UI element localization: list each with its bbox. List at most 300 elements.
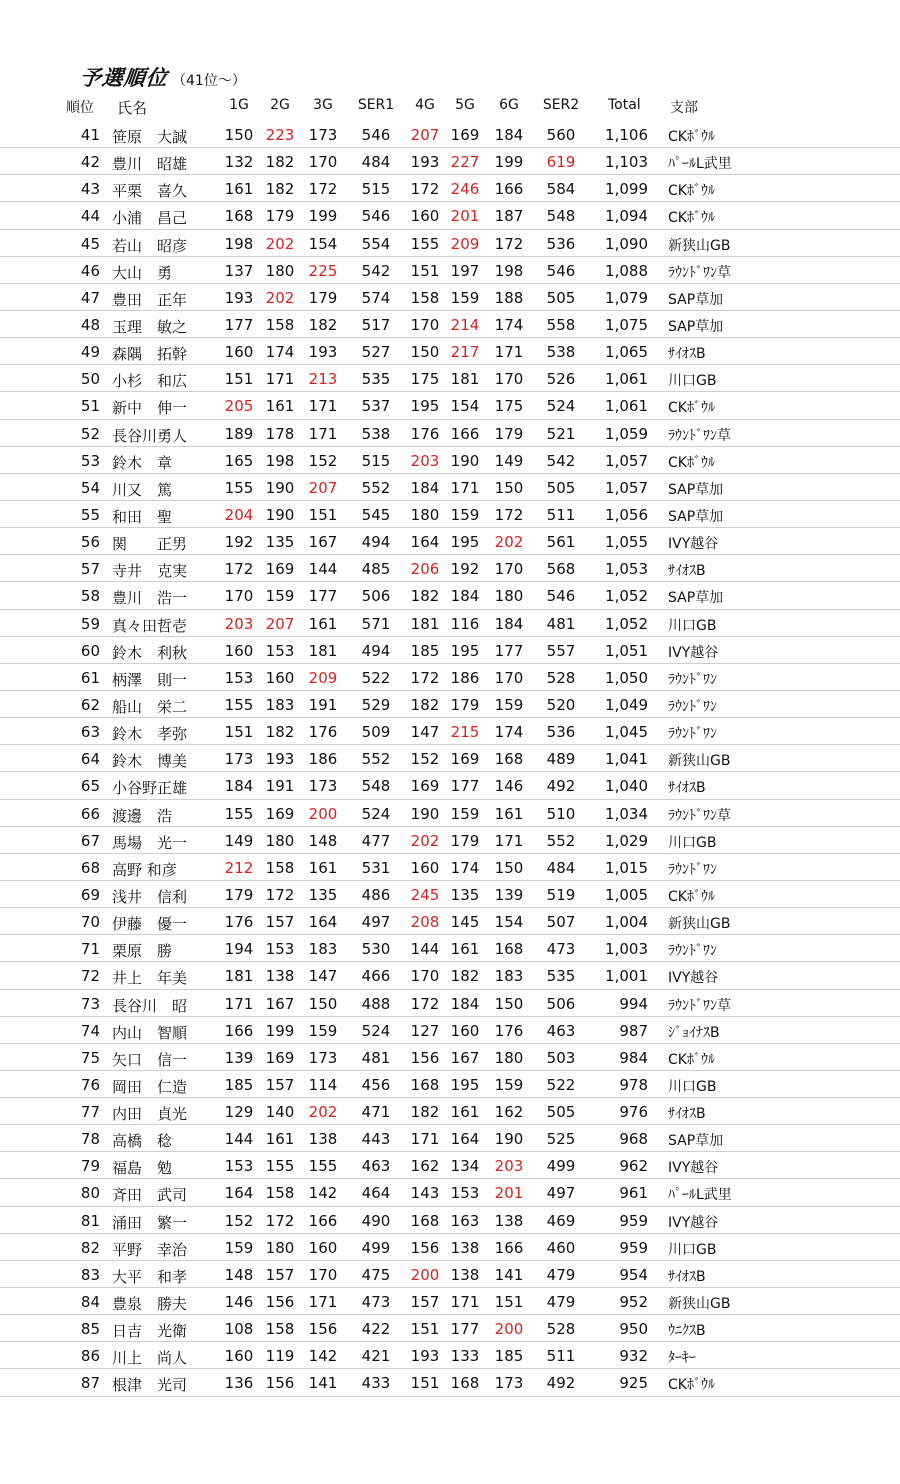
game-2-cell: 183 <box>265 695 295 714</box>
total-cell: 1,003 <box>605 940 648 959</box>
table-row <box>0 420 900 447</box>
series-2-cell: 552 <box>546 831 576 850</box>
game-1-cell: 155 <box>224 695 254 714</box>
game-3-cell: 167 <box>308 533 338 552</box>
game-5-cell: 171 <box>450 1293 480 1312</box>
game-4-cell: 168 <box>410 1211 440 1230</box>
game-4-cell: 160 <box>410 858 440 877</box>
game-6-cell: 149 <box>494 451 524 470</box>
rank-cell: 48 <box>80 315 100 334</box>
rank-cell: 47 <box>80 288 100 307</box>
game-6-cell: 139 <box>494 885 524 904</box>
game-6-cell: 162 <box>494 1103 524 1122</box>
series-1-cell: 463 <box>361 1157 391 1176</box>
player-name-cell: 井上 年美 <box>112 969 188 988</box>
page-subtitle: （41位～） <box>172 73 246 89</box>
series-1-cell: 490 <box>361 1211 391 1230</box>
game-4-cell: 181 <box>410 614 440 633</box>
table-row <box>0 1017 900 1044</box>
club-cell: ｻｲｵｽB <box>668 1106 706 1123</box>
total-cell: 1,075 <box>605 315 648 334</box>
series-2-cell: 568 <box>546 560 576 579</box>
game-6-cell: 174 <box>494 315 524 334</box>
game-4-cell: 169 <box>410 777 440 796</box>
game-1-cell: 160 <box>224 343 254 362</box>
table-row <box>0 447 900 474</box>
game-2-cell: 161 <box>265 1130 295 1149</box>
total-cell: 1,052 <box>605 587 648 606</box>
series-2-cell: 473 <box>546 940 576 959</box>
player-name-cell: 福島 勉 <box>112 1159 173 1178</box>
game-3-cell: 193 <box>308 343 338 362</box>
game-3-cell: 135 <box>308 885 338 904</box>
game-5-cell: 167 <box>450 1048 480 1067</box>
total-cell: 1,088 <box>605 261 648 280</box>
series-1-cell: 535 <box>361 370 391 389</box>
game-4-cell: 172 <box>410 994 440 1013</box>
game-5-cell: 174 <box>450 858 480 877</box>
game-6-cell: 177 <box>494 641 524 660</box>
total-cell: 1,040 <box>605 777 648 796</box>
game-4-cell: 156 <box>410 1238 440 1257</box>
club-cell: ｳﾆｸｽB <box>668 1323 706 1340</box>
game-2-cell: 160 <box>265 668 295 687</box>
game-4-cell: 162 <box>410 1157 440 1176</box>
game-4-cell: 172 <box>410 180 440 199</box>
player-name-cell: 鈴木 利秋 <box>112 643 188 662</box>
table-row <box>0 555 900 582</box>
rank-cell: 86 <box>80 1347 100 1366</box>
game-4-cell: 164 <box>410 533 440 552</box>
game-1-cell: 176 <box>224 913 254 932</box>
game-1-cell: 164 <box>224 1184 254 1203</box>
player-name-cell: 川上 尚人 <box>112 1349 188 1368</box>
rank-cell: 62 <box>80 695 100 714</box>
player-name-cell: 日吉 光衛 <box>112 1322 188 1341</box>
header-game-6: 6G <box>499 97 519 113</box>
game-5-cell: 138 <box>450 1265 480 1284</box>
game-4-cell: 147 <box>410 723 440 742</box>
header-game-3: 3G <box>313 97 333 113</box>
rank-cell: 72 <box>80 967 100 986</box>
series-2-cell: 511 <box>546 505 576 524</box>
total-cell: 950 <box>619 1320 648 1339</box>
table-row <box>0 1369 900 1396</box>
game-2-cell: 153 <box>265 940 295 959</box>
game-2-cell: 182 <box>265 180 295 199</box>
table-row <box>0 1071 900 1098</box>
game-2-cell: 180 <box>265 831 295 850</box>
game-3-cell: 164 <box>308 913 338 932</box>
game-5-cell: 177 <box>450 1320 480 1339</box>
game-1-cell: 149 <box>224 831 254 850</box>
game-6-cell: 171 <box>494 343 524 362</box>
rank-cell: 70 <box>80 913 100 932</box>
game-3-cell: 142 <box>308 1347 338 1366</box>
game-5-cell: 145 <box>450 913 480 932</box>
game-1-cell: 181 <box>224 967 254 986</box>
club-cell: SAP草加 <box>668 508 724 525</box>
series-1-cell: 542 <box>361 261 391 280</box>
club-cell: ﾗｳﾝﾄﾞﾜﾝ草 <box>668 427 731 444</box>
game-1-cell: 159 <box>224 1238 254 1257</box>
player-name-cell: 浅井 信利 <box>112 887 188 906</box>
game-3-cell: 225 <box>308 261 338 280</box>
rank-cell: 75 <box>80 1048 100 1067</box>
game-6-cell: 172 <box>494 234 524 253</box>
game-2-cell: 172 <box>265 885 295 904</box>
game-5-cell: 153 <box>450 1184 480 1203</box>
total-cell: 1,049 <box>605 695 648 714</box>
series-2-cell: 469 <box>546 1211 576 1230</box>
table-row <box>0 664 900 691</box>
table-header <box>0 97 900 121</box>
series-1-cell: 509 <box>361 723 391 742</box>
game-3-cell: 199 <box>308 207 338 226</box>
rank-cell: 87 <box>80 1374 100 1393</box>
game-1-cell: 161 <box>224 180 254 199</box>
series-2-cell: 536 <box>546 723 576 742</box>
series-2-cell: 522 <box>546 1075 576 1094</box>
player-name-cell: 馬場 光一 <box>112 833 188 852</box>
game-6-cell: 166 <box>494 1238 524 1257</box>
header-club: 支部 <box>670 100 698 116</box>
club-cell: 新狭山GB <box>668 1296 731 1313</box>
game-3-cell: 213 <box>308 370 338 389</box>
series-1-cell: 515 <box>361 180 391 199</box>
series-2-cell: 528 <box>546 1320 576 1339</box>
player-name-cell: 鈴木 博美 <box>112 752 188 771</box>
game-3-cell: 170 <box>308 1265 338 1284</box>
game-5-cell: 209 <box>450 234 480 253</box>
series-2-cell: 561 <box>546 533 576 552</box>
club-cell: IVY越谷 <box>668 536 719 553</box>
series-1-cell: 524 <box>361 1021 391 1040</box>
table-row <box>0 1044 900 1071</box>
game-3-cell: 114 <box>308 1075 338 1094</box>
club-cell: CKﾎﾞｳﾙ <box>668 210 715 227</box>
game-2-cell: 207 <box>265 614 295 633</box>
series-2-cell: 538 <box>546 343 576 362</box>
game-4-cell: 195 <box>410 397 440 416</box>
game-1-cell: 177 <box>224 315 254 334</box>
game-3-cell: 170 <box>308 153 338 172</box>
game-4-cell: 151 <box>410 261 440 280</box>
game-2-cell: 202 <box>265 234 295 253</box>
total-cell: 1,053 <box>605 560 648 579</box>
game-2-cell: 182 <box>265 723 295 742</box>
game-2-cell: 157 <box>265 913 295 932</box>
game-5-cell: 227 <box>450 153 480 172</box>
game-3-cell: 155 <box>308 1157 338 1176</box>
game-4-cell: 190 <box>410 804 440 823</box>
series-2-cell: 497 <box>546 1184 576 1203</box>
table-row <box>0 148 900 175</box>
total-cell: 1,041 <box>605 750 648 769</box>
game-5-cell: 160 <box>450 1021 480 1040</box>
game-6-cell: 190 <box>494 1130 524 1149</box>
series-2-cell: 506 <box>546 994 576 1013</box>
game-3-cell: 173 <box>308 126 338 144</box>
game-5-cell: 133 <box>450 1347 480 1366</box>
series-1-cell: 484 <box>361 153 391 172</box>
rank-cell: 83 <box>80 1265 100 1284</box>
game-5-cell: 159 <box>450 505 480 524</box>
game-4-cell: 245 <box>410 885 440 904</box>
game-6-cell: 150 <box>494 478 524 497</box>
total-cell: 1,103 <box>605 153 648 172</box>
game-5-cell: 184 <box>450 994 480 1013</box>
game-6-cell: 151 <box>494 1293 524 1312</box>
table-row <box>0 610 900 637</box>
series-1-cell: 517 <box>361 315 391 334</box>
game-6-cell: 187 <box>494 207 524 226</box>
player-name-cell: 高橋 稔 <box>112 1132 173 1151</box>
player-name-cell: 長谷川勇人 <box>112 426 188 445</box>
game-5-cell: 164 <box>450 1130 480 1149</box>
table-row <box>0 800 900 827</box>
series-1-cell: 473 <box>361 1293 391 1312</box>
game-2-cell: 191 <box>265 777 295 796</box>
table-row <box>0 881 900 908</box>
club-cell: ﾗｳﾝﾄﾞﾜﾝ草 <box>668 264 731 281</box>
game-4-cell: 151 <box>410 1374 440 1393</box>
rank-cell: 53 <box>80 451 100 470</box>
total-cell: 962 <box>619 1157 648 1176</box>
game-4-cell: 157 <box>410 1293 440 1312</box>
series-1-cell: 546 <box>361 126 391 144</box>
club-cell: 川口GB <box>668 617 717 634</box>
game-2-cell: 159 <box>265 587 295 606</box>
game-5-cell: 179 <box>450 831 480 850</box>
game-6-cell: 172 <box>494 505 524 524</box>
total-cell: 1,059 <box>605 424 648 443</box>
table-row <box>0 772 900 799</box>
total-cell: 1,057 <box>605 451 648 470</box>
game-2-cell: 180 <box>265 1238 295 1257</box>
series-1-cell: 456 <box>361 1075 391 1094</box>
total-cell: 1,065 <box>605 343 648 362</box>
table-row <box>0 1288 900 1315</box>
table-row <box>0 827 900 854</box>
rank-cell: 65 <box>80 777 100 796</box>
game-1-cell: 151 <box>224 723 254 742</box>
series-2-cell: 492 <box>546 777 576 796</box>
game-4-cell: 193 <box>410 1347 440 1366</box>
game-3-cell: 166 <box>308 1211 338 1230</box>
game-6-cell: 198 <box>494 261 524 280</box>
table-row <box>0 311 900 338</box>
header-rank: 順位 <box>66 100 94 116</box>
game-2-cell: 178 <box>265 424 295 443</box>
series-1-cell: 421 <box>361 1347 391 1366</box>
game-3-cell: 159 <box>308 1021 338 1040</box>
game-1-cell: 153 <box>224 668 254 687</box>
game-2-cell: 153 <box>265 641 295 660</box>
club-cell: CKﾎﾞｳﾙ <box>668 400 715 417</box>
game-4-cell: 203 <box>410 451 440 470</box>
series-2-cell: 546 <box>546 261 576 280</box>
table-row <box>0 1152 900 1179</box>
game-3-cell: 148 <box>308 831 338 850</box>
total-cell: 1,029 <box>605 831 648 850</box>
table-row <box>0 1179 900 1206</box>
game-2-cell: 172 <box>265 1211 295 1230</box>
club-cell: SAP草加 <box>668 590 724 607</box>
game-3-cell: 171 <box>308 1293 338 1312</box>
game-6-cell: 199 <box>494 153 524 172</box>
header-game-1: 1G <box>229 97 249 113</box>
table-row <box>0 1234 900 1261</box>
series-1-cell: 522 <box>361 668 391 687</box>
header-total: Total <box>608 97 641 113</box>
series-1-cell: 537 <box>361 397 391 416</box>
header-game-5: 5G <box>455 97 475 113</box>
rank-cell: 71 <box>80 940 100 959</box>
total-cell: 976 <box>619 1103 648 1122</box>
rank-cell: 77 <box>80 1103 100 1122</box>
game-1-cell: 137 <box>224 261 254 280</box>
rank-cell: 79 <box>80 1157 100 1176</box>
game-4-cell: 155 <box>410 234 440 253</box>
rank-cell: 50 <box>80 370 100 389</box>
total-cell: 994 <box>619 994 648 1013</box>
rank-cell: 66 <box>80 804 100 823</box>
rank-cell: 55 <box>80 505 100 524</box>
rank-cell: 81 <box>80 1211 100 1230</box>
club-cell: SAP草加 <box>668 318 724 335</box>
player-name-cell: 岡田 仁造 <box>112 1077 188 1096</box>
series-1-cell: 471 <box>361 1103 391 1122</box>
game-6-cell: 168 <box>494 750 524 769</box>
game-2-cell: 158 <box>265 1184 295 1203</box>
series-2-cell: 519 <box>546 885 576 904</box>
series-2-cell: 548 <box>546 207 576 226</box>
game-2-cell: 179 <box>265 207 295 226</box>
series-1-cell: 524 <box>361 804 391 823</box>
series-1-cell: 481 <box>361 1048 391 1067</box>
game-4-cell: 172 <box>410 668 440 687</box>
game-6-cell: 170 <box>494 560 524 579</box>
table-row <box>0 935 900 962</box>
page-title: 予選順位 <box>78 66 170 90</box>
rank-cell: 63 <box>80 723 100 742</box>
player-name-cell: 関 正男 <box>112 535 188 554</box>
table-row <box>0 908 900 935</box>
game-6-cell: 173 <box>494 1374 524 1393</box>
series-1-cell: 527 <box>361 343 391 362</box>
game-2-cell: 156 <box>265 1293 295 1312</box>
game-4-cell: 144 <box>410 940 440 959</box>
game-5-cell: 135 <box>450 885 480 904</box>
game-4-cell: 182 <box>410 587 440 606</box>
player-name-cell: 平栗 喜久 <box>112 182 188 201</box>
total-cell: 1,001 <box>605 967 648 986</box>
table-row <box>0 854 900 881</box>
series-1-cell: 499 <box>361 1238 391 1257</box>
game-1-cell: 165 <box>224 451 254 470</box>
game-5-cell: 215 <box>450 723 480 742</box>
table-row <box>0 1125 900 1152</box>
game-5-cell: 163 <box>450 1211 480 1230</box>
game-3-cell: 173 <box>308 777 338 796</box>
total-cell: 978 <box>619 1075 648 1094</box>
game-4-cell: 171 <box>410 1130 440 1149</box>
game-6-cell: 202 <box>494 533 524 552</box>
game-4-cell: 208 <box>410 913 440 932</box>
player-name-cell: 栗原 勝 <box>112 942 173 961</box>
total-cell: 968 <box>619 1130 648 1149</box>
game-4-cell: 193 <box>410 153 440 172</box>
series-1-cell: 530 <box>361 940 391 959</box>
club-cell: ｻｲｵｽB <box>668 780 706 797</box>
player-name-cell: 根津 光司 <box>112 1376 188 1395</box>
game-1-cell: 155 <box>224 478 254 497</box>
game-2-cell: 161 <box>265 397 295 416</box>
total-cell: 959 <box>619 1238 648 1257</box>
game-6-cell: 180 <box>494 587 524 606</box>
player-name-cell: 豊田 正年 <box>112 290 188 309</box>
game-6-cell: 154 <box>494 913 524 932</box>
game-5-cell: 154 <box>450 397 480 416</box>
game-5-cell: 186 <box>450 668 480 687</box>
game-1-cell: 185 <box>224 1075 254 1094</box>
series-1-cell: 466 <box>361 967 391 986</box>
total-cell: 1,055 <box>605 533 648 552</box>
series-1-cell: 486 <box>361 885 391 904</box>
game-2-cell: 169 <box>265 804 295 823</box>
game-1-cell: 139 <box>224 1048 254 1067</box>
player-name-cell: 船山 栄二 <box>112 697 188 716</box>
club-cell: ﾗｳﾝﾄﾞﾜﾝ草 <box>668 997 731 1014</box>
series-2-cell: 535 <box>546 967 576 986</box>
total-cell: 1,052 <box>605 614 648 633</box>
series-2-cell: 524 <box>546 397 576 416</box>
game-1-cell: 136 <box>224 1374 254 1393</box>
game-1-cell: 166 <box>224 1021 254 1040</box>
game-1-cell: 132 <box>224 153 254 172</box>
table-row <box>0 637 900 664</box>
total-cell: 1,045 <box>605 723 648 742</box>
game-1-cell: 212 <box>224 858 254 877</box>
total-cell: 1,061 <box>605 370 648 389</box>
table-row <box>0 1261 900 1288</box>
game-2-cell: 202 <box>265 288 295 307</box>
club-cell: 新狭山GB <box>668 237 731 254</box>
game-5-cell: 168 <box>450 1374 480 1393</box>
game-4-cell: 200 <box>410 1265 440 1284</box>
rank-cell: 59 <box>80 614 100 633</box>
game-2-cell: 171 <box>265 370 295 389</box>
series-2-cell: 492 <box>546 1374 576 1393</box>
game-3-cell: 156 <box>308 1320 338 1339</box>
player-name-cell: 大山 勇 <box>112 263 173 282</box>
rank-cell: 52 <box>80 424 100 443</box>
rank-cell: 57 <box>80 560 100 579</box>
game-3-cell: 147 <box>308 967 338 986</box>
game-2-cell: 223 <box>265 126 295 144</box>
player-name-cell: 涌田 繁一 <box>112 1213 188 1232</box>
series-2-cell: 505 <box>546 478 576 497</box>
player-name-cell: 小杉 和広 <box>112 372 188 391</box>
game-4-cell: 127 <box>410 1021 440 1040</box>
series-2-cell: 619 <box>546 153 576 172</box>
game-4-cell: 182 <box>410 1103 440 1122</box>
header-series-1: SER1 <box>357 97 395 113</box>
series-2-cell: 584 <box>546 180 576 199</box>
player-name-cell: 豊川 浩一 <box>112 589 188 608</box>
table-row <box>0 990 900 1017</box>
